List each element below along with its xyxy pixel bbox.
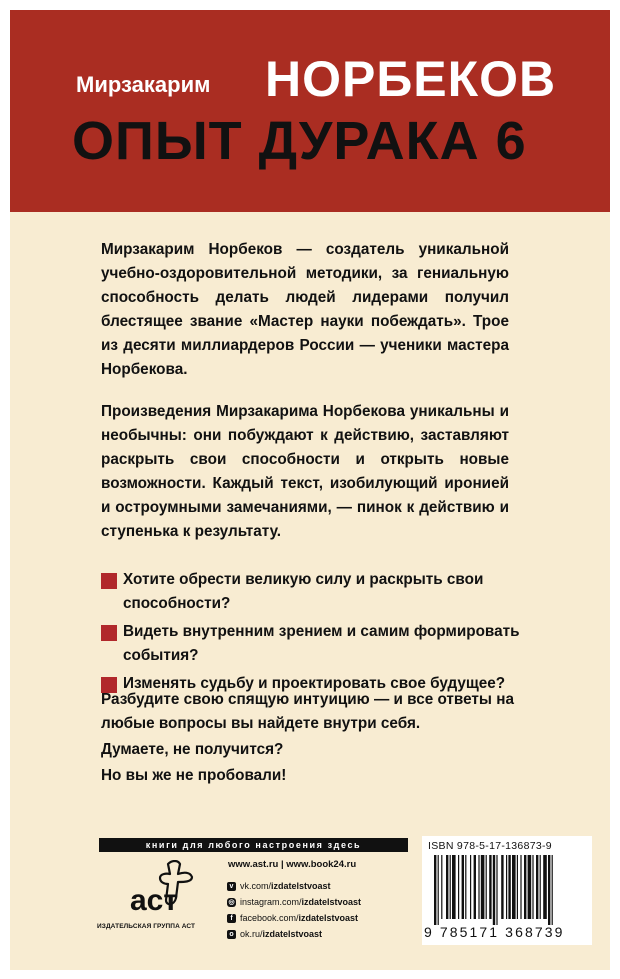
barcode-bar	[450, 855, 451, 919]
odnoklassniki-icon: o	[227, 930, 236, 939]
barcode-bar	[506, 855, 507, 919]
social-link-vk[interactable]	[227, 878, 361, 894]
social-handle: izdatelstvoast	[298, 913, 359, 923]
closing-line: Но вы же не пробовали!	[101, 767, 287, 784]
social-handle: izdatelstvoast	[271, 881, 331, 891]
barcode-bar	[501, 855, 503, 919]
social-link-odnoklassniki[interactable]	[227, 926, 361, 942]
barcode-bar	[489, 855, 491, 919]
vk-icon: v	[227, 882, 236, 891]
barcode-icon	[434, 855, 584, 925]
barcode-bar	[465, 855, 466, 919]
barcode-bar	[528, 855, 532, 919]
author-first-name: Мирзакарим	[76, 72, 211, 97]
closing-text	[101, 688, 521, 788]
social-links	[227, 878, 361, 942]
ast-logo-icon	[128, 860, 206, 916]
barcode-bar	[474, 855, 476, 919]
barcode-bar	[452, 855, 456, 919]
instagram-icon: ◎	[228, 898, 235, 906]
publisher-caption: ИЗДАТЕЛЬСКАЯ ГРУППА АСТ	[97, 923, 196, 930]
closing-line: Разбудите свою спящую интуицию — и все ответы на любые вопросы вы найдете внутри себя.	[101, 691, 514, 732]
barcode-bar	[552, 855, 553, 925]
bullet-item	[101, 620, 521, 668]
bullet-list	[101, 568, 521, 696]
bullet-item	[101, 568, 521, 616]
social-prefix: facebook.com/	[240, 913, 299, 923]
barcode-bar	[532, 855, 533, 919]
description-paragraph-1: Мирзакарим Норбеков — создатель уникальной учебно-оздоровительной методики, за гениальную способность делать людей лидерами получил блестящее звание «Мастер науки побеждать». Трое из десяти миллиардеров России — ученики мастера Норбекова.	[101, 241, 509, 378]
publisher-websites[interactable]: www.ast.ru | www.book24.ru	[228, 859, 357, 870]
barcode-digits: 9 785171 368739	[424, 924, 565, 940]
barcode-bar	[493, 855, 495, 925]
barcode-bar	[470, 855, 471, 919]
social-handle: izdatelstvoast	[301, 897, 362, 907]
social-prefix: vk.com/	[240, 881, 272, 891]
social-prefix: ok.ru/	[240, 929, 263, 939]
barcode-bar	[548, 855, 550, 925]
bullet-square-icon	[101, 625, 117, 641]
barcode-bar	[438, 855, 439, 925]
tagline-banner: книги для любого настроения здесь	[99, 838, 408, 852]
barcode-bar	[540, 855, 541, 919]
barcode-bar	[508, 855, 510, 919]
barcode-bar	[446, 855, 448, 919]
social-link-facebook[interactable]	[227, 910, 361, 926]
barcode-bar	[536, 855, 538, 919]
barcode-bar	[517, 855, 518, 919]
bullet-square-icon	[101, 573, 117, 589]
barcode-bar	[496, 855, 497, 925]
cover-header	[10, 10, 610, 212]
barcode-bar	[524, 855, 526, 919]
social-handle: izdatelstvoast	[262, 929, 323, 939]
bullet-text: Видеть внутренним зрением и самим формировать события?	[123, 623, 520, 664]
facebook-icon: f	[227, 914, 236, 923]
bullet-text: Хотите обрести великую силу и раскрыть свои способности?	[123, 571, 484, 612]
book-title: ОПЫТ ДУРАКА 6	[72, 111, 527, 171]
barcode-bar	[520, 855, 521, 919]
barcode-bar	[481, 855, 485, 919]
barcode-box	[422, 836, 592, 945]
barcode-bar	[512, 855, 516, 919]
barcode-bar	[486, 855, 487, 919]
social-prefix: instagram.com/	[240, 897, 302, 907]
bullet-text: Изменять судьбу и проектировать свое будущее?	[123, 675, 506, 692]
barcode-bar	[434, 855, 436, 925]
barcode-bar	[478, 855, 479, 919]
author-last-name: НОРБЕКОВ	[265, 51, 557, 107]
barcode-bar	[462, 855, 464, 919]
barcode-bar	[441, 855, 442, 919]
closing-line: Думаете, не получится?	[101, 741, 284, 758]
isbn-label: ISBN 978-5-17-136873-9	[428, 840, 552, 852]
barcode-bar	[543, 855, 547, 919]
description-paragraph-2: Произведения Мирзакарима Норбекова уникальны и необычны: они побуждают к действию, заставляют раскрыть свои способности и открыть новые возможности. Каждый текст, изобилующий иронией и остроумными замечаниями, — пинок к действию и ступенька к результату.	[101, 403, 509, 540]
logo-text: аст	[130, 884, 179, 916]
book-back-cover	[10, 10, 610, 970]
barcode-bar	[458, 855, 459, 919]
social-link-instagram[interactable]	[227, 894, 361, 910]
